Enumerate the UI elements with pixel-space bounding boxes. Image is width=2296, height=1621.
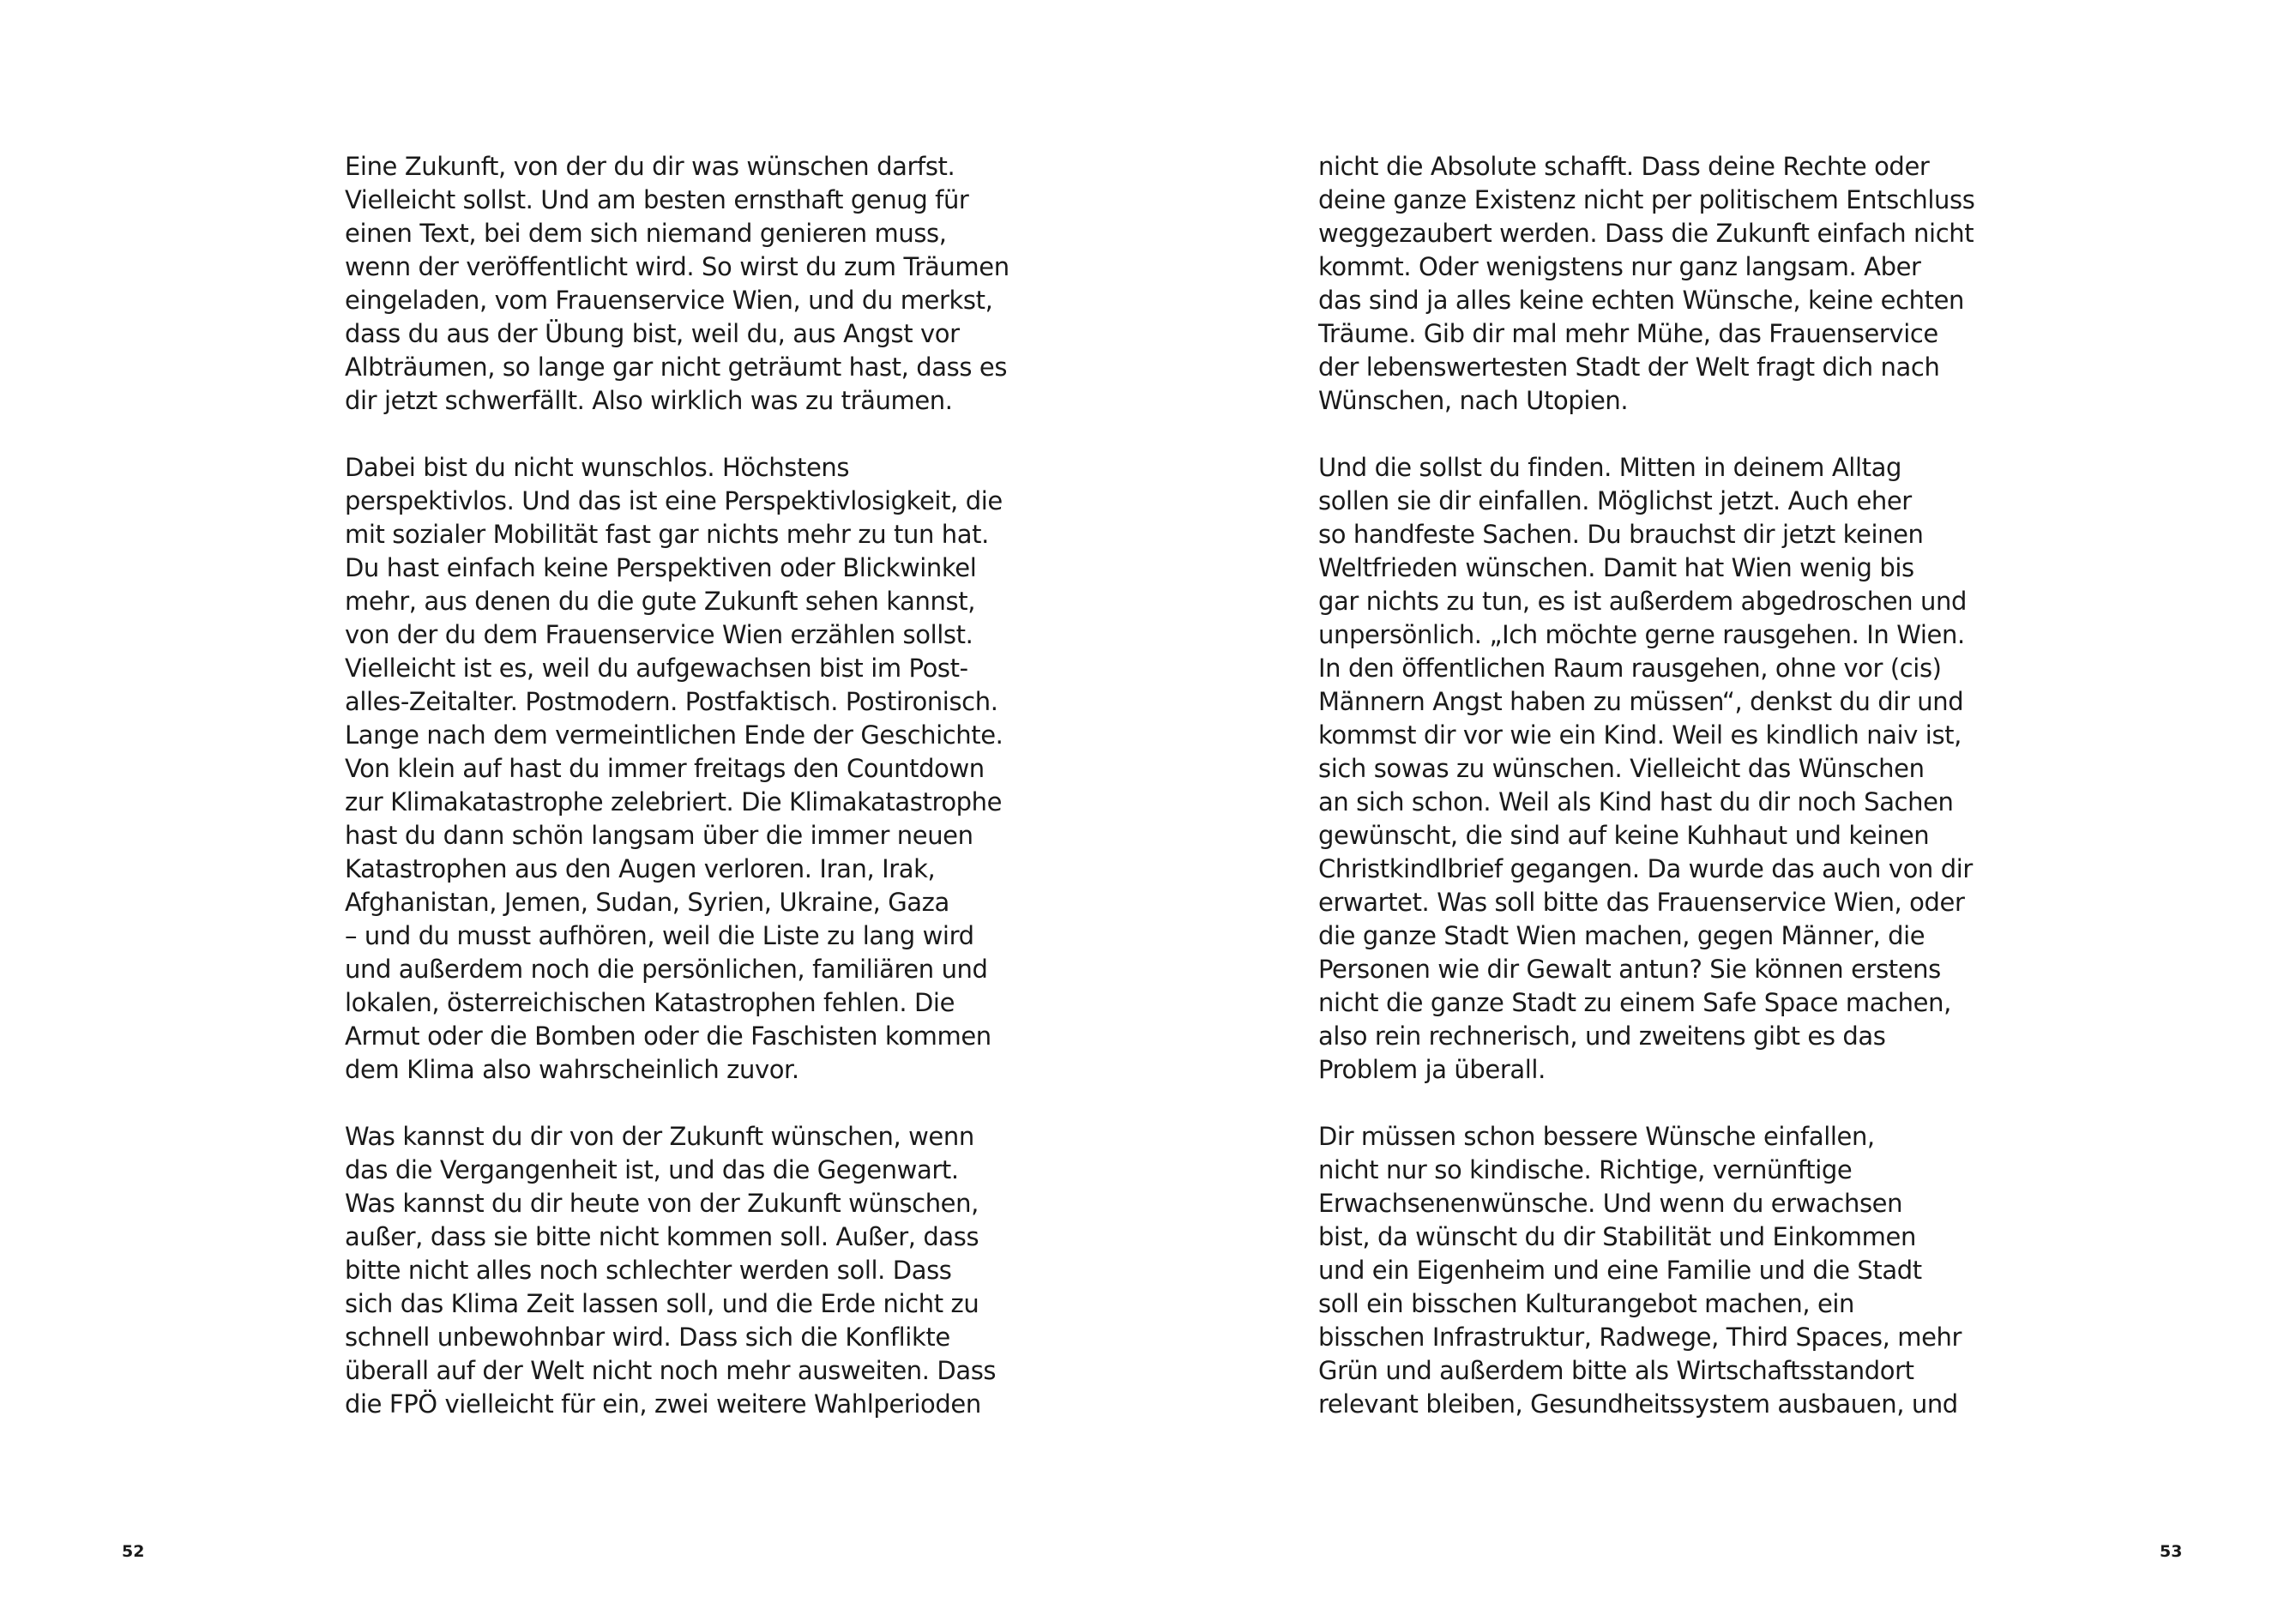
left-page-text xyxy=(345,150,1009,1421)
text-line: überall auf der Welt nicht noch mehr ausweiten. Dass xyxy=(345,1356,997,1385)
text-line: an sich schon. Weil als Kind hast du dir noch Sachen xyxy=(1318,787,1954,817)
text-line: Männern Angst haben zu müssen“, denkst du dir und xyxy=(1318,687,1964,716)
paragraph-gap xyxy=(1318,1087,1979,1120)
text-line: einen Text, bei dem sich niemand genieren muss, xyxy=(345,219,947,248)
text-line: lokalen, österreichischen Katastrophen fehlen. Die xyxy=(345,988,955,1017)
text-line: Dir müssen schon bessere Wünsche einfallen, xyxy=(1318,1122,1875,1151)
paragraph xyxy=(1318,1120,1979,1421)
text-line: mehr, aus denen du die gute Zukunft sehen kannst, xyxy=(345,587,976,616)
text-line: bitte nicht alles noch schlechter werden soll. Dass xyxy=(345,1256,952,1285)
text-line: Katastrophen aus den Augen verloren. Iran, Irak, xyxy=(345,854,936,883)
text-line: Weltfrieden wünschen. Damit hat Wien wenig bis xyxy=(1318,553,1914,582)
text-line: bist, da wünscht du dir Stabilität und Einkommen xyxy=(1318,1222,1916,1251)
text-line: Erwachsenenwünsche. Und wenn du erwachsen xyxy=(1318,1189,1903,1218)
right-page-text xyxy=(1318,150,1979,1421)
text-line: dir jetzt schwerfällt. Also wirklich was zu träumen. xyxy=(345,386,953,415)
paragraph xyxy=(345,150,1009,418)
text-line: gewünscht, die sind auf keine Kuhhaut und keinen xyxy=(1318,821,1930,850)
text-line: Personen wie dir Gewalt antun? Sie können erstens xyxy=(1318,955,1941,984)
text-line: Vielleicht sollst. Und am besten ernsthaft genug für xyxy=(345,185,969,214)
text-line: nicht die Absolute schafft. Dass deine Rechte oder xyxy=(1318,152,1930,181)
text-line: also rein rechnerisch, und zweitens gibt es das xyxy=(1318,1021,1886,1051)
text-line: und ein Eigenheim und eine Familie und die Stadt xyxy=(1318,1256,1922,1285)
paragraph xyxy=(1318,150,1979,418)
text-line: In den öffentlichen Raum rausgehen, ohne vor (cis) xyxy=(1318,654,1942,683)
text-line: weggezaubert werden. Dass die Zukunft einfach nicht xyxy=(1318,219,1974,248)
text-line: sich sowas zu wünschen. Vielleicht das Wünschen xyxy=(1318,754,1925,783)
text-line: Afghanistan, Jemen, Sudan, Syrien, Ukraine, Gaza xyxy=(345,888,949,917)
text-line: – und du musst aufhören, weil die Liste zu lang wird xyxy=(345,921,974,950)
paragraph xyxy=(345,451,1005,1087)
text-line: unpersönlich. „Ich möchte gerne rausgehen. In Wien. xyxy=(1318,620,1965,649)
text-line: so handfeste Sachen. Du brauchst dir jetzt keinen xyxy=(1318,520,1924,549)
text-line: eingeladen, vom Frauenservice Wien, und du merkst, xyxy=(345,286,993,315)
text-line: Problem ja überall. xyxy=(1318,1055,1546,1084)
text-line: Dabei bist du nicht wunschlos. Höchstens xyxy=(345,453,850,482)
paragraph-gap xyxy=(345,1087,1005,1120)
text-line: Albträumen, so lange gar nicht geträumt hast, dass es xyxy=(345,353,1008,382)
text-line: Grün und außerdem bitte als Wirtschaftsstandort xyxy=(1318,1356,1914,1385)
text-line: das sind ja alles keine echten Wünsche, keine echten xyxy=(1318,286,1965,315)
text-line: relevant bleiben, Gesundheitssystem ausbauen, und xyxy=(1318,1389,1958,1419)
text-line: Von klein auf hast du immer freitags den Countdown xyxy=(345,754,985,783)
text-line: alles-Zeitalter. Postmodern. Postfaktisch. Postironisch. xyxy=(345,687,998,716)
text-line: Christkindlbrief gegangen. Da wurde das auch von dir xyxy=(1318,854,1973,883)
text-line: die FPÖ vielleicht für ein, zwei weitere Wahlperioden xyxy=(345,1389,981,1419)
text-line: nicht nur so kindische. Richtige, vernünftige xyxy=(1318,1155,1853,1184)
text-line: soll ein bisschen Kulturangebot machen, ein xyxy=(1318,1289,1855,1318)
text-line: die ganze Stadt Wien machen, gegen Männer, die xyxy=(1318,921,1925,950)
text-line: Vielleicht ist es, weil du aufgewachsen bist im Post- xyxy=(345,654,968,683)
text-line: von der du dem Frauenservice Wien erzählen sollst. xyxy=(345,620,973,649)
text-line: Was kannst du dir von der Zukunft wünschen, wenn xyxy=(345,1122,974,1151)
text-line: wenn der veröffentlicht wird. So wirst du zum Träumen xyxy=(345,252,1009,281)
text-line: sollen sie dir einfallen. Möglichst jetzt. Auch eher xyxy=(1318,486,1912,515)
paragraph xyxy=(345,1120,1005,1421)
text-line: außer, dass sie bitte nicht kommen soll. Außer, dass xyxy=(345,1222,979,1251)
text-line: sich das Klima Zeit lassen soll, und die Erde nicht zu xyxy=(345,1289,979,1318)
text-line: Was kannst du dir heute von der Zukunft wünschen, xyxy=(345,1189,979,1218)
text-line: nicht die ganze Stadt zu einem Safe Space machen, xyxy=(1318,988,1951,1017)
text-line: Wünschen, nach Utopien. xyxy=(1318,386,1629,415)
text-line: und außerdem noch die persönlichen, familiären und xyxy=(345,955,988,984)
text-line: das die Vergangenheit ist, und das die Gegenwart. xyxy=(345,1155,959,1184)
text-line: Lange nach dem vermeintlichen Ende der Geschichte. xyxy=(345,720,1003,750)
paragraph-gap xyxy=(345,418,1005,451)
text-line: dem Klima also wahrscheinlich zuvor. xyxy=(345,1055,799,1084)
text-line: schnell unbewohnbar wird. Dass sich die Konflikte xyxy=(345,1323,950,1352)
text-line: perspektivlos. Und das ist eine Perspektivlosigkeit, die xyxy=(345,486,1003,515)
text-line: Armut oder die Bomben oder die Faschisten kommen xyxy=(345,1021,991,1051)
text-line: erwartet. Was soll bitte das Frauenservice Wien, oder xyxy=(1318,888,1965,917)
text-line: zur Klimakatastrophe zelebriert. Die Klimakatastrophe xyxy=(345,787,1003,817)
right-page xyxy=(1148,0,2296,1621)
page-number: 53 xyxy=(2160,1542,2183,1561)
text-line: gar nichts zu tun, es ist außerdem abgedroschen und xyxy=(1318,587,1967,616)
text-line: dass du aus der Übung bist, weil du, aus Angst vor xyxy=(345,319,960,348)
text-line: Träume. Gib dir mal mehr Mühe, das Frauenservice xyxy=(1318,319,1938,348)
text-line: der lebenswertesten Stadt der Welt fragt dich nach xyxy=(1318,353,1940,382)
text-line: Eine Zukunft, von der du dir was wünschen darfst. xyxy=(345,152,955,181)
text-line: hast du dann schön langsam über die immer neuen xyxy=(345,821,973,850)
text-line: kommt. Oder wenigstens nur ganz langsam. Aber xyxy=(1318,252,1921,281)
text-line: deine ganze Existenz nicht per politischem Entschluss xyxy=(1318,185,1975,214)
text-line: bisschen Infrastruktur, Radwege, Third Spaces, mehr xyxy=(1318,1323,1962,1352)
text-line: kommst dir vor wie ein Kind. Weil es kindlich naiv ist, xyxy=(1318,720,1962,750)
paragraph xyxy=(1318,451,1979,1087)
page-number: 52 xyxy=(122,1542,145,1561)
text-line: Und die sollst du finden. Mitten in deinem Alltag xyxy=(1318,453,1901,482)
text-line: Du hast einfach keine Perspektiven oder Blickwinkel xyxy=(345,553,977,582)
paragraph-gap xyxy=(1318,418,1979,451)
text-line: mit sozialer Mobilität fast gar nichts mehr zu tun hat. xyxy=(345,520,989,549)
